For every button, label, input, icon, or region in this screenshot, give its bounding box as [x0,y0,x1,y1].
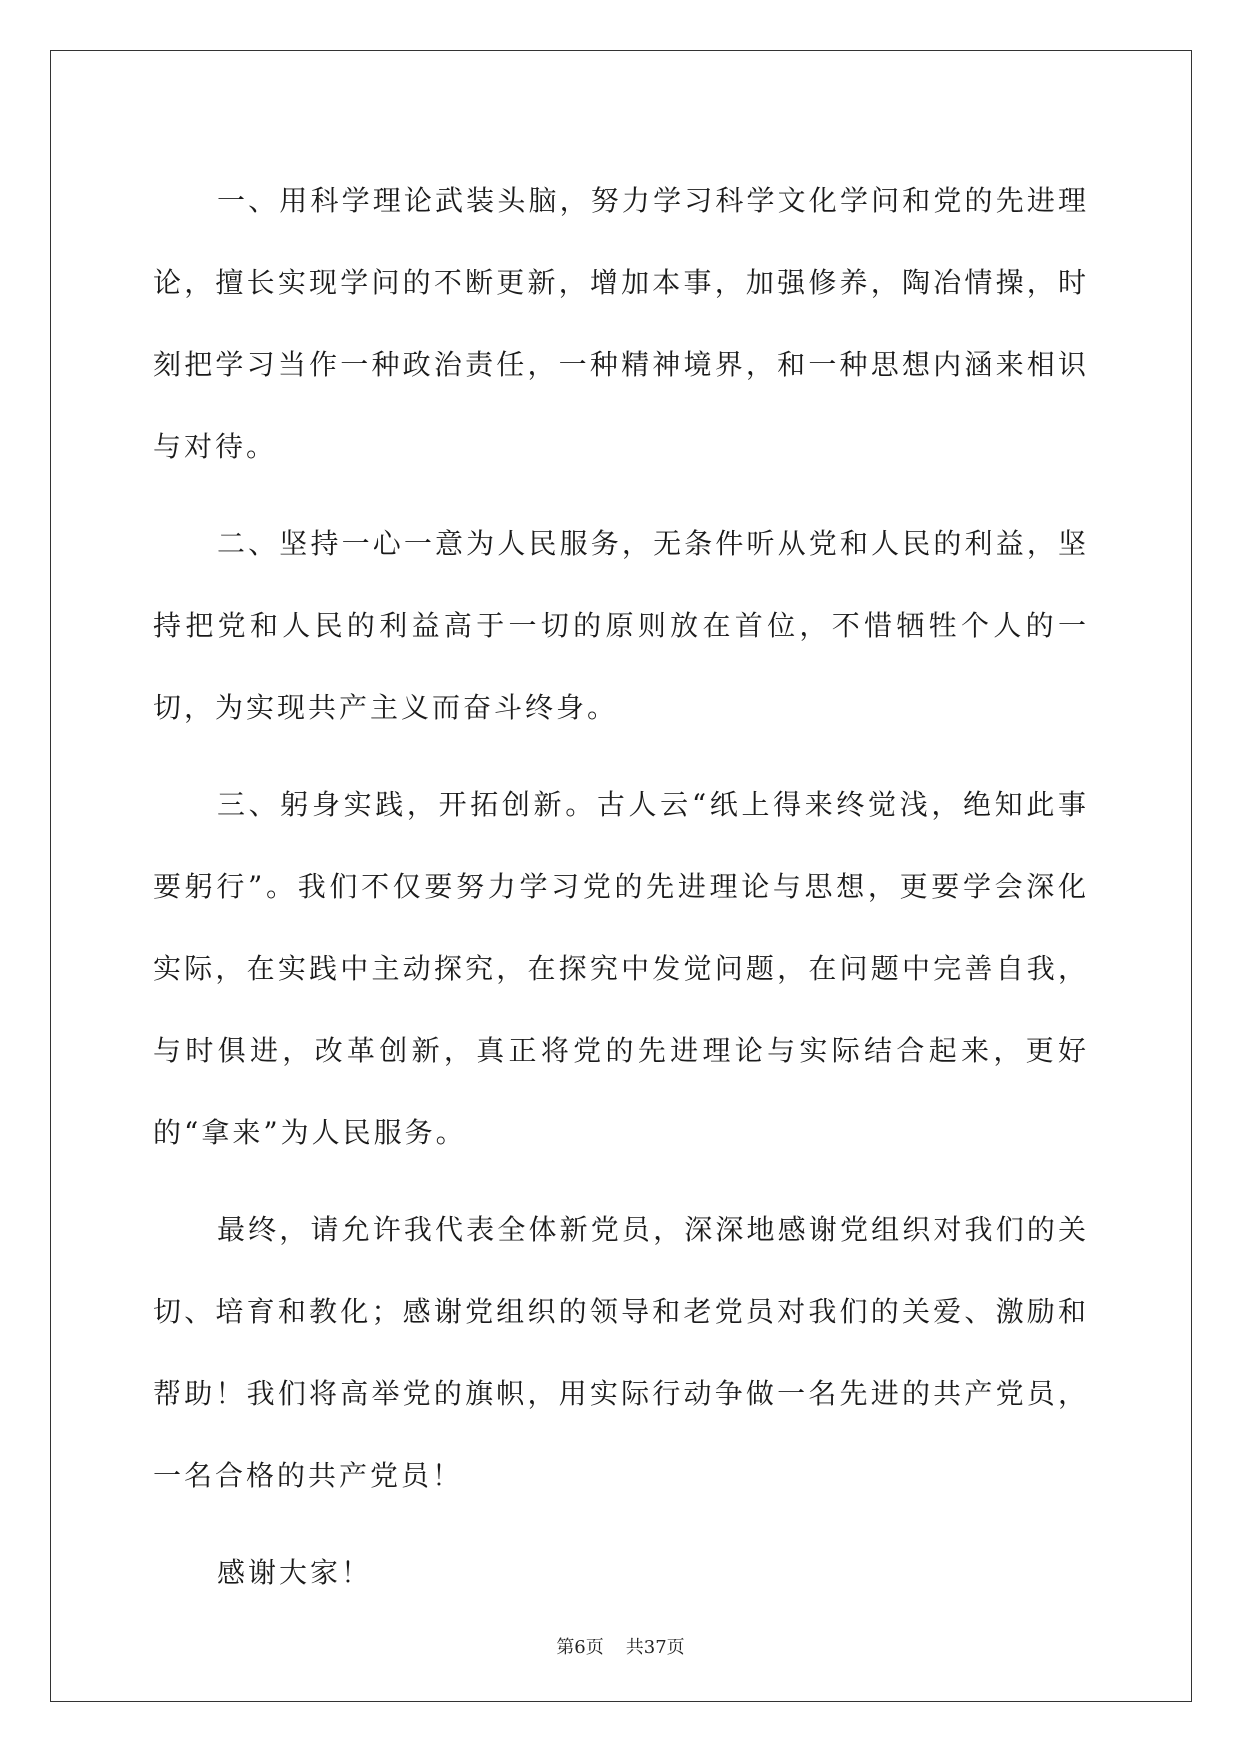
paragraph-1: 一、用科学理论武装头脑，努力学习科学文化学问和党的先进理论，擅长实现学问的不断更新，增加本事，加强修养，陶冶情操，时刻把学习当作一种政治责任，一种精神境界，和一种思想内涵来相识与对待。 [153,184,1089,463]
paragraph-4: 最终，请允许我代表全体新党员，深深地感谢党组织对我们的关切、培育和教化；感谢党组织的领导和老党员对我们的关爱、激励和帮助！我们将高举党的旗帜，用实际行动争做一名先进的共产党员，一名合格的共产党员！ [153,1213,1089,1492]
page-footer [0,1633,1241,1659]
paragraph-2: 二、坚持一心一意为人民服务，无条件听从党和人民的利益，坚持把党和人民的利益高于一切的原则放在首位，不惜牺牲个人的一切，为实现共产主义而奋斗终身。 [153,527,1089,724]
paragraph-3: 三、躬身实践，开拓创新。古人云“纸上得来终觉浅，绝知此事要躬行”。我们不仅要努力学习党的先进理论与思想，更要学会深化实际，在实践中主动探究，在探究中发觉问题，在问题中完善自我，与时俱进，改革创新，真正将党的先进理论与实际结合起来，更好的“拿来”为人民服务。 [153,788,1089,1149]
page-number: 第6页 [556,1637,604,1658]
paragraph-5: 感谢大家！ [217,1556,373,1589]
document-body [153,160,1089,1629]
page-total: 共37页 [625,1637,685,1658]
